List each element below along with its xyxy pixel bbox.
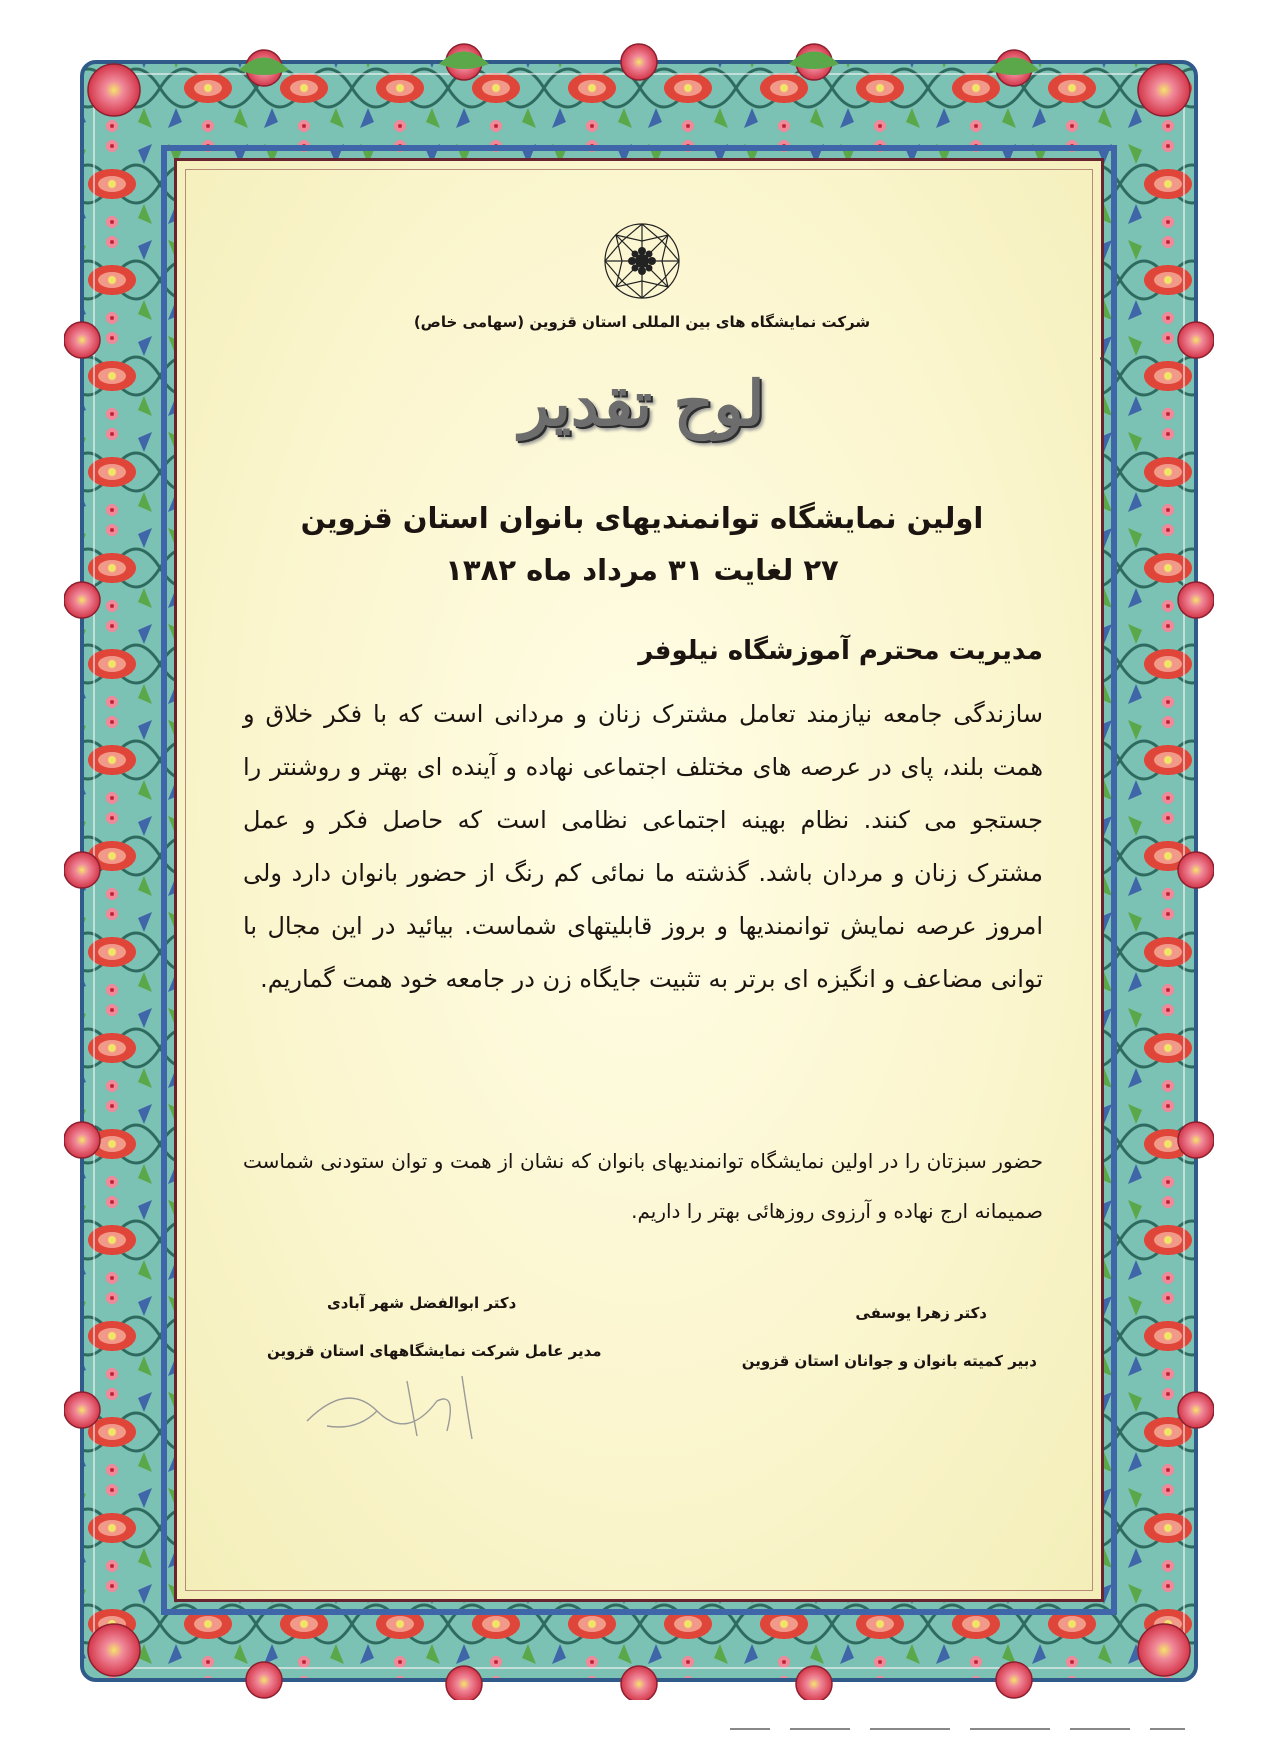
certificate-title: لوح تقدیر — [519, 367, 765, 440]
certificate — [64, 40, 1214, 1700]
signatory-right-name: دکتر زهرا یوسفی — [855, 1304, 987, 1322]
exhibition-dates: ۲۷ لغایت ۳۱ مرداد ماه ۱۳۸۲ — [445, 553, 839, 587]
signatory-left-name: دکتر ابوالفضل شهر آبادی — [327, 1294, 517, 1312]
body-paragraph: سازندگی جامعه نیازمند تعامل مشترک زنان و مردانی است که با فکر خلاق و همت بلند، پای در عرصه های مختلف اجتماعی نهاده و آینده ای بهتر و روشنتر را جستجو می کنند. نظام بهینه اجتماعی نظامی است که حاصل فکر و عمل مشترک زنان و مردان باشد. گذشته ما نمائی کم رنگ از حضور بانوان دارد ولی امروز عرصه نمایش توانمندیها و بروز قابلیتهای شماست. بیائید در این مجال با توانی مضاعف و انگیزه ای برتر به تثبیت جایگاه زن در جامعه خود همت گماریم. — [243, 700, 1043, 993]
certificate-panel — [174, 158, 1104, 1602]
handwritten-signature — [287, 1361, 547, 1441]
certificate-content — [177, 161, 1107, 1605]
closing-paragraph: حضور سبزتان را در اولین نمایشگاه توانمندیهای بانوان که نشان از همت و توان ستودنی شماست صمیمانه ارج نهاده و آرزوی روزهائی بهتر را داریم. — [243, 1149, 1043, 1223]
company-name: شرکت نمایشگاه های بین المللی استان قزوین (سهامی خاص) — [413, 313, 871, 331]
exhibition-logo-icon — [602, 221, 682, 301]
signatory-left-role: مدیر عامل شرکت نمایشگاههای استان قزوین — [267, 1342, 602, 1360]
signatory-right-role: دبیر کمیته بانوان و جوانان استان قزوین — [741, 1352, 1037, 1370]
exhibition-name: اولین نمایشگاه توانمندیهای بانوان استان قزوین — [300, 501, 984, 535]
footer-fine-print — [730, 1723, 1190, 1735]
recipient: مدیریت محترم آموزشگاه نیلوفر — [638, 636, 1043, 666]
